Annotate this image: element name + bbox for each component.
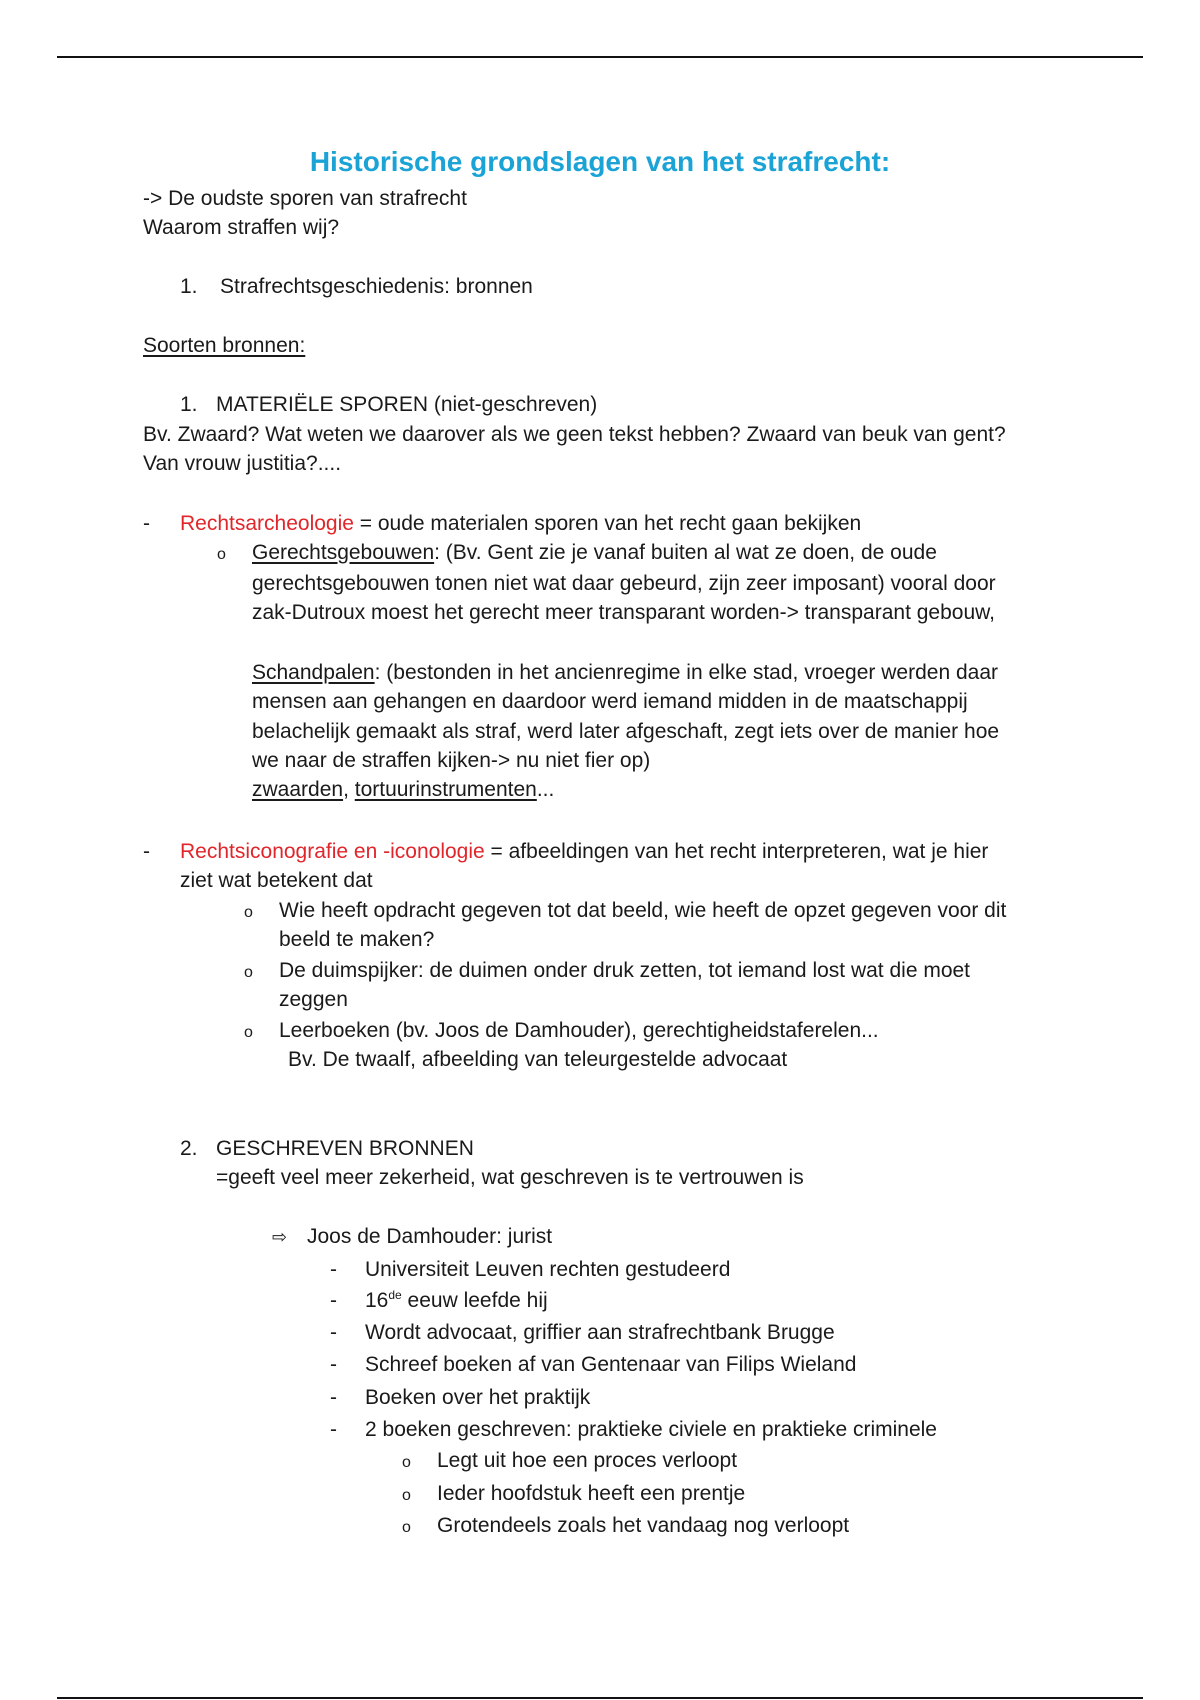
section-number: 1. bbox=[180, 275, 198, 298]
dash-bullet: - bbox=[330, 1321, 337, 1344]
iconografie-definition: = afbeeldingen van het recht interpreteren, wat je hier bbox=[484, 840, 989, 863]
geschreven-number: 2. bbox=[180, 1137, 198, 1160]
instrumenten-line bbox=[252, 775, 554, 804]
joos-item-2 bbox=[365, 1286, 548, 1315]
dash-bullet: - bbox=[143, 512, 150, 535]
joos-item-1: Universiteit Leuven rechten gestudeerd bbox=[365, 1258, 731, 1281]
iconografie-item-1-line-1: Wie heeft opdracht gegeven tot dat beeld, wie heeft de opzet gegeven voor dit bbox=[279, 899, 1007, 922]
iconografie-item-3-line-1: Leerboeken (bv. Joos de Damhouder), gerechtigheidstaferelen... bbox=[279, 1019, 879, 1042]
zwaarden-term: zwaarden bbox=[252, 778, 344, 801]
soorten-heading: Soorten bronnen: bbox=[143, 334, 306, 357]
iconografie-definition-2: ziet wat betekent dat bbox=[180, 869, 373, 892]
ellipsis: ... bbox=[536, 778, 555, 801]
schand-line-2: mensen aan gehangen en daardoor werd iemand midden in de maatschappij bbox=[252, 690, 968, 713]
section-heading: Strafrechtsgeschiedenis: bronnen bbox=[220, 275, 533, 298]
circle-bullet: o bbox=[402, 1519, 411, 1536]
materiele-example-1: Bv. Zwaard? Wat weten we daarover als we geen tekst hebben? Zwaard van beuk van gent? bbox=[143, 423, 1006, 446]
iconografie-item-1-line-2: beeld te maken? bbox=[279, 928, 435, 951]
bottom-rule bbox=[57, 1697, 1143, 1699]
gebouwen-text: : (Bv. Gent zie je vanaf buiten al wat ze doen, de oude bbox=[434, 541, 937, 564]
dash-bullet: - bbox=[330, 1289, 337, 1312]
iconografie-item-3-line-2: Bv. De twaalf, afbeelding van teleurgestelde advocaat bbox=[288, 1048, 788, 1071]
iconografie-item-2-line-1: De duimspijker: de duimen onder druk zetten, tot iemand lost wat die moet bbox=[279, 959, 971, 982]
schand-line-3: belachelijk gemaakt als straf, werd later afgeschaft, zegt iets over de manier hoe bbox=[252, 720, 1000, 743]
schand-line-1 bbox=[252, 658, 998, 687]
dash-bullet: - bbox=[330, 1353, 337, 1376]
intro-line-2: Waarom straffen wij? bbox=[143, 216, 340, 239]
geschreven-note: =geeft veel meer zekerheid, wat geschreven is te vertrouwen is bbox=[216, 1166, 804, 1189]
archeologie-definition: = oude materialen sporen van het recht gaan bekijken bbox=[353, 512, 862, 535]
joos-item-3: Wordt advocaat, griffier aan strafrechtbank Brugge bbox=[365, 1321, 835, 1344]
materiele-heading: MATERIËLE SPOREN (niet-geschreven) bbox=[216, 393, 598, 416]
geschreven-heading: GESCHREVEN BRONNEN bbox=[216, 1137, 474, 1160]
schand-line-4: we naar de straffen kijken-> nu niet fier op) bbox=[252, 749, 651, 772]
gebouwen-term: Gerechtsgebouwen bbox=[252, 541, 435, 564]
dash-bullet: - bbox=[330, 1418, 337, 1441]
dash-bullet: - bbox=[143, 840, 150, 863]
joos-subitem-2: Ieder hoofdstuk heeft een prentje bbox=[437, 1482, 746, 1505]
iconografie-item-2-line-2: zeggen bbox=[279, 988, 348, 1011]
iconografie-term: Rechtsiconografie en -iconologie bbox=[180, 840, 485, 863]
dash-bullet: - bbox=[330, 1386, 337, 1409]
page-title: Historische grondslagen van het strafrecht: bbox=[309, 146, 891, 177]
gebouwen-line-3: zak-Dutroux moest het gerecht meer transparant worden-> transparant gebouw, bbox=[252, 601, 995, 624]
joos-item-4: Schreef boeken af van Gentenaar van Filips Wieland bbox=[365, 1353, 857, 1376]
circle-bullet: o bbox=[244, 1024, 253, 1041]
century-suffix: de bbox=[388, 1288, 402, 1302]
tortuur-term: tortuurinstrumenten bbox=[354, 778, 537, 801]
circle-bullet: o bbox=[217, 546, 226, 563]
comma: , bbox=[343, 778, 355, 801]
gebouwen-line-1 bbox=[252, 538, 937, 567]
century-number: 16 bbox=[365, 1289, 389, 1312]
archeologie-item bbox=[180, 509, 861, 538]
gebouwen-line-2: gerechtsgebouwen tonen niet wat daar gebeurd, zijn zeer imposant) vooral door bbox=[252, 572, 996, 595]
century-text: eeuw leefde hij bbox=[401, 1289, 548, 1312]
archeologie-term: Rechtsarcheologie bbox=[180, 512, 354, 535]
dash-bullet: - bbox=[330, 1258, 337, 1281]
iconografie-item bbox=[180, 837, 988, 866]
circle-bullet: o bbox=[244, 904, 253, 921]
circle-bullet: o bbox=[402, 1487, 411, 1504]
circle-bullet: o bbox=[244, 964, 253, 981]
schand-text: : (bestonden in het ancienregime in elke stad, vroeger werden daar bbox=[374, 661, 998, 684]
circle-bullet: o bbox=[402, 1454, 411, 1471]
joos-line: Joos de Damhouder: jurist bbox=[307, 1225, 553, 1248]
materiele-example-2: Van vrouw justitia?.... bbox=[143, 452, 342, 475]
materiele-number: 1. bbox=[180, 393, 198, 416]
arrow-icon: ⇨ bbox=[272, 1227, 288, 1247]
schand-term: Schandpalen bbox=[252, 661, 375, 684]
joos-subitem-1: Legt uit hoe een proces verloopt bbox=[437, 1449, 738, 1472]
joos-subitem-3: Grotendeels zoals het vandaag nog verloopt bbox=[437, 1514, 850, 1537]
intro-line-1: -> De oudste sporen van strafrecht bbox=[143, 187, 467, 210]
joos-item-5: Boeken over het praktijk bbox=[365, 1386, 591, 1409]
joos-item-6: 2 boeken geschreven: praktieke civiele en praktieke criminele bbox=[365, 1418, 937, 1441]
